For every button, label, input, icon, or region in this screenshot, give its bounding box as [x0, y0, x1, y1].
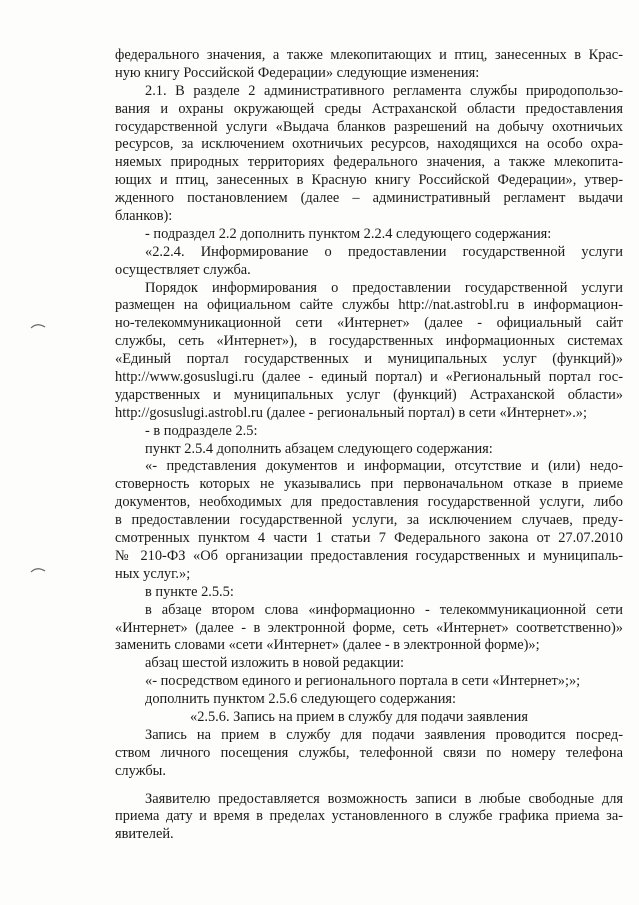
- text-line: пункт 2.5.4 дополнить абзацем следующего содержания:: [145, 440, 493, 457]
- text-line: http://www.gosuslugi.ru (далее - единый портал) и «Региональный портал гос-: [115, 369, 623, 386]
- text-line: абзац шестой изложить в новой редакции:: [145, 655, 405, 672]
- text-line: но-телекоммуникационной сети «Интернет» (далее - официальный сайт: [115, 315, 623, 332]
- paragraph-p8: [115, 458, 623, 583]
- text-line: http://gosuslugi.astrobl.ru (далее - региональный портал) в сети «Интернет».»;: [115, 404, 587, 421]
- text-line: ресурсов, за исключением охотничьих ресурсов, находящихся на особо охра-: [115, 136, 623, 153]
- scan-mark-lower: [30, 566, 46, 574]
- text-line: документов, необходимых для предоставления государственной услуги, либо: [115, 494, 623, 511]
- text-line: бланков):: [115, 208, 173, 225]
- paragraph-p10: [115, 602, 623, 656]
- text-line: жденного постановлением (далее – административный регламент выдачи: [115, 190, 623, 207]
- text-line: Запись на прием в службу для подачи заявления проводится посред-: [145, 726, 623, 743]
- text-line: вания и охраны окружающей среды Астраханской области предоставления: [115, 100, 623, 117]
- text-line: Заявителю предоставляется возможность записи в любые свободные для: [145, 790, 623, 807]
- document-body: [115, 47, 623, 844]
- text-line: «Интернет» (далее - в электронной форме, сеть «Интернет» соответственно)»: [115, 619, 623, 636]
- paragraph-p1: [115, 47, 623, 83]
- text-line: службы, сеть «Интернет»), в государственных информационных системах: [115, 333, 623, 350]
- paragraph-p14: [115, 709, 623, 727]
- text-line: - подраздел 2.2 дополнить пунктом 2.2.4 следующего содержания:: [145, 225, 552, 242]
- text-line: Порядок информирования о предоставлении государственной услуги: [145, 279, 623, 296]
- text-line: стоверность которых не указывались при первоначальном отказе в приеме: [115, 476, 623, 493]
- text-line: няемых природных территориях федерального значения, а также млекопита-: [115, 154, 623, 171]
- text-line: государственной услуги «Выдача бланков разрешений на добычу охотничьих: [115, 118, 623, 135]
- paragraph-p4: [115, 244, 623, 280]
- paragraph-p7: [115, 441, 623, 459]
- text-line: ством личного посещения службы, телефонной связи по номеру телефона: [115, 744, 623, 761]
- text-line: «- представления документов и информации, отсутствие и (или) недо-: [145, 458, 623, 475]
- text-line: в абзаце втором слова «информационно - телекоммуникационной сети: [145, 601, 623, 618]
- scan-mark-upper: [30, 322, 46, 330]
- text-line: ных услуг.»;: [115, 565, 191, 582]
- text-line: в предоставлении государственной услуги, за исключением случаев, преду-: [115, 512, 623, 529]
- text-line: размещен на официальном сайте службы http://nat.astrobl.ru в информацион-: [115, 297, 623, 314]
- text-line: заменить словами «сети «Интернет» (далее - в электронной форме)»;: [115, 637, 540, 654]
- text-line: смотренных пунктом 4 части 1 статьи 7 Федерального закона от 27.07.2010: [115, 530, 623, 547]
- text-line: федерального значения, а также млекопитающих и птиц, занесенных в Крас-: [115, 47, 623, 63]
- text-line: «Единый портал государственных и муниципальных услуг (функций)»: [115, 351, 623, 368]
- text-line: ющих и птиц, занесенных в Красную книгу Российской Федерации», утвер-: [115, 172, 623, 189]
- paragraph-spacer: [115, 781, 623, 791]
- text-line: 2.1. В разделе 2 административного регламента службы природопользо-: [145, 82, 623, 99]
- text-line: «2.2.4. Информирование о предоставлении государственной услуги: [145, 243, 623, 260]
- paragraph-p11: [115, 655, 623, 673]
- text-line: ную книгу Российской Федерации» следующие изменения:: [115, 64, 480, 81]
- paragraph-p9: [115, 584, 623, 602]
- text-line: в пункте 2.5.5:: [145, 583, 234, 600]
- paragraph-p2: [115, 83, 623, 226]
- text-line: № 210-ФЗ «Об организации предоставления государственных и муниципаль-: [115, 547, 623, 564]
- text-line: явителей.: [115, 826, 174, 843]
- paragraph-p12: [115, 673, 623, 691]
- paragraph-p5: [115, 280, 623, 423]
- paragraph-p3: [115, 226, 623, 244]
- text-line: приема дату и время в пределах установленного в службе графика приема за-: [115, 808, 623, 825]
- text-line: «2.5.6. Запись на прием в службу для подачи заявления: [190, 708, 528, 725]
- text-line: службы.: [115, 762, 166, 779]
- paragraph-p6: [115, 423, 623, 441]
- text-line: осуществляет служба.: [115, 261, 251, 278]
- text-line: «- посредством единого и регионального портала в сети «Интернет»;»;: [145, 673, 581, 690]
- text-line: - в подразделе 2.5:: [145, 422, 258, 439]
- text-line: ударственных и муниципальных услуг (функций) Астраханской области»: [115, 386, 623, 403]
- text-line: дополнить пунктом 2.5.6 следующего содержания:: [145, 691, 457, 708]
- paragraph-p13: [115, 691, 623, 709]
- paragraph-p15: [115, 727, 623, 781]
- paragraph-p16: [115, 791, 623, 845]
